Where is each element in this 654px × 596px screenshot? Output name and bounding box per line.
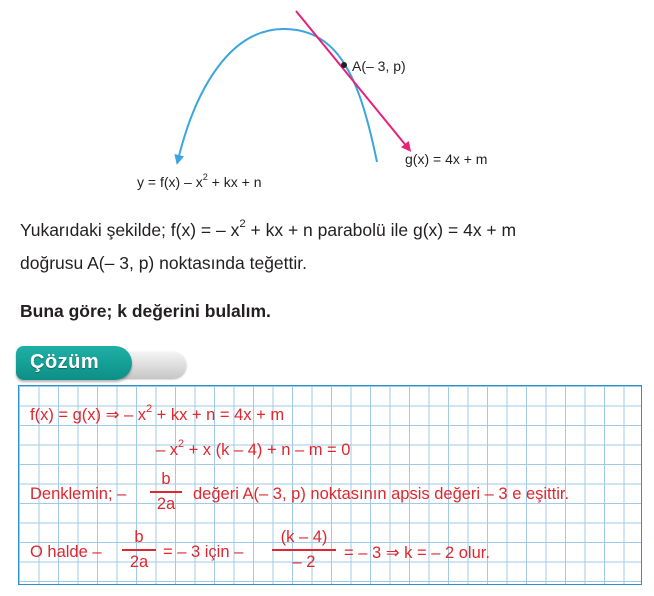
solution-step-3-prefix: Denklemin; – [30, 485, 127, 503]
solution-step-1 [30, 402, 285, 425]
parabola-curve [178, 29, 377, 162]
point-a-label: A(– 3, p) [352, 58, 406, 74]
solution-step-4-prefix: O halde – [30, 543, 102, 561]
fraction-denominator: 2a [156, 494, 176, 513]
solution-step-1-suffix: + kx + n = 4x + m [152, 406, 285, 424]
solution-step-4-fraction-1 [122, 528, 156, 572]
fraction-bar [150, 491, 182, 493]
solution-step-1-exponent: 2 [146, 402, 153, 415]
solution-step-2-prefix: – x [156, 441, 179, 459]
solution-step-2-suffix: + x (k – 4) + n – m = 0 [183, 441, 351, 459]
fraction-numerator: b [134, 528, 144, 546]
solution-badge-label: Çözüm [30, 351, 100, 373]
point-a-dot [341, 62, 347, 68]
solution-badge [16, 346, 170, 382]
problem-question: Buna göre; k değerini bulalım. [20, 301, 271, 321]
fraction-bar [122, 549, 156, 551]
solution-step-4-middle: = – 3 için – [163, 543, 244, 561]
fraction-bar [272, 549, 336, 551]
solution-step-3-fraction [150, 470, 182, 514]
curve-f-label-suffix: + kx + n [207, 174, 262, 190]
fraction-denominator: 2a [129, 552, 149, 571]
solution-step-2 [156, 437, 351, 460]
parabola-tangent-figure [0, 0, 654, 200]
curve-f-label-prefix: y = f(x) – x [137, 174, 203, 190]
tangent-line [296, 11, 408, 148]
fraction-denominator: – 2 [292, 552, 316, 571]
fraction-numerator: b [161, 470, 171, 488]
problem-line-1-suffix: + kx + n parabolü ile g(x) = 4x + m [245, 220, 517, 240]
curve-f-label [137, 171, 262, 190]
fraction-numerator: (k – 4) [280, 528, 328, 546]
solution-step-4-suffix: = – 3 ⇒ k = – 2 olur. [344, 544, 490, 562]
problem-line-1-exponent: 2 [239, 218, 246, 231]
line-g-label: g(x) = 4x + m [405, 151, 488, 167]
solution-step-2-exponent: 2 [178, 437, 184, 450]
solution-step-1-prefix: f(x) = g(x) ⇒ – x [30, 406, 147, 424]
curve-f-label-exponent: 2 [202, 171, 208, 182]
solution-step-4-fraction-2 [272, 528, 336, 572]
problem-line-2: doğrusu A(– 3, p) noktasında teğettir. [20, 253, 307, 273]
problem-line-1 [20, 220, 516, 241]
problem-line-1-prefix: Yukarıdaki şekilde; f(x) = – x [20, 220, 240, 240]
solution-step-3-suffix: değeri A(– 3, p) noktasının apsis değeri – 3 e eşittir. [193, 485, 570, 503]
